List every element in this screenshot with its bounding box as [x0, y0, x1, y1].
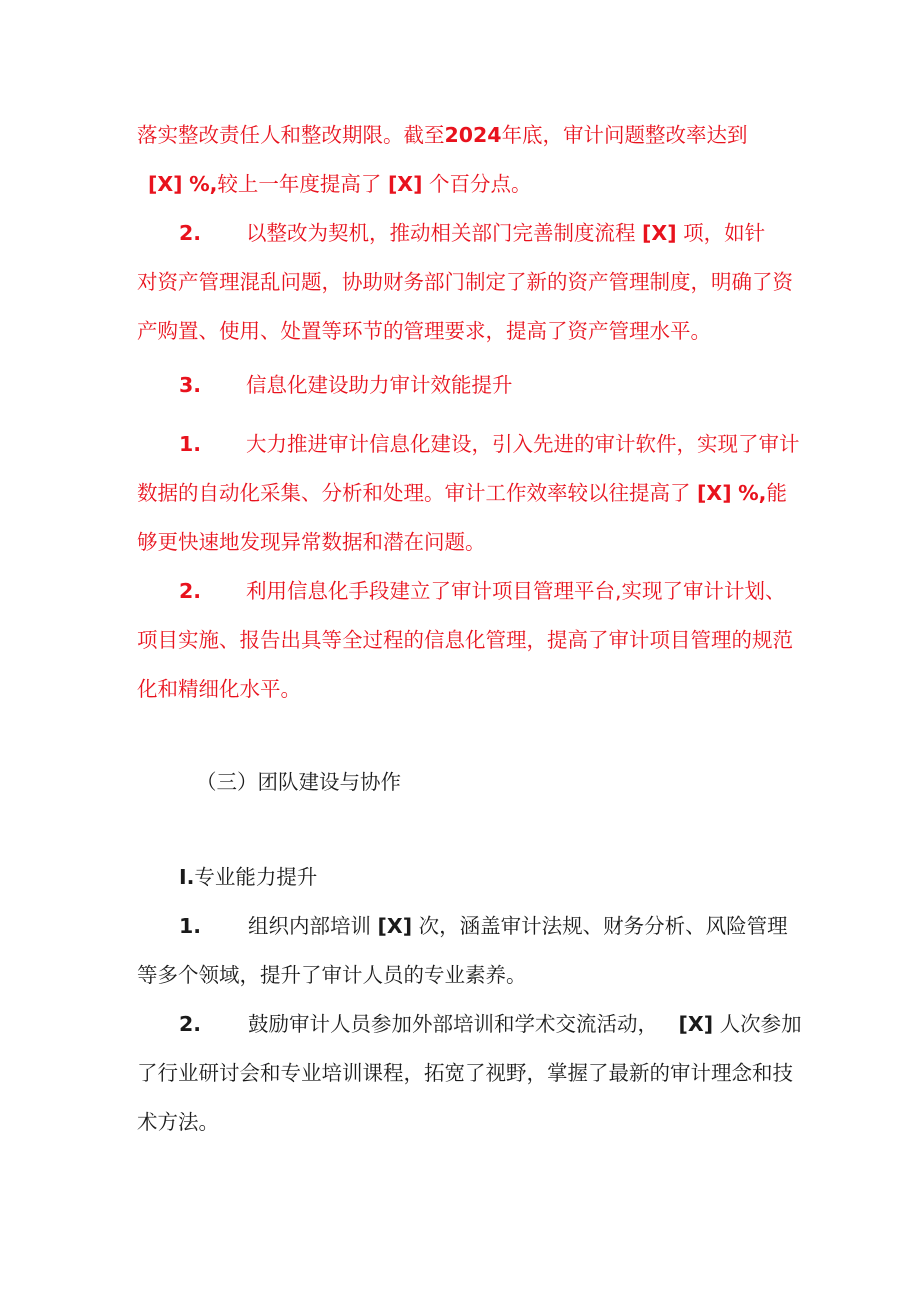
text-segment: 以整改为契机，推动相关部门完善制度流程: [246, 221, 636, 245]
text-segment: 落实整改责任人和整改期限。截至: [137, 123, 445, 147]
placeholder-value: [X]: [697, 481, 732, 505]
paragraph-line: 化和精细化水平。: [137, 677, 301, 701]
paragraph-line: [248, 1010, 802, 1038]
paragraph-line: 等多个领域，提升了审计人员的专业素养。: [137, 963, 527, 987]
text-segment: 次，涵盖审计法规、财务分析、风险管理: [418, 914, 788, 938]
paragraph-line: 术方法。: [137, 1110, 219, 1134]
section-heading: 信息化建设助力审计效能提升: [246, 373, 513, 397]
list-number: 1.: [179, 914, 202, 938]
list-number: 1.: [179, 432, 202, 456]
text-segment: 项，如针: [683, 221, 766, 245]
placeholder-value: [X]: [377, 914, 413, 938]
sub-heading-number: I.: [179, 865, 195, 889]
paragraph-line: 项目实施、报告出具等全过程的信息化管理，提高了审计项目管理的规范: [137, 628, 793, 652]
paragraph-line: [148, 170, 532, 198]
text-segment: 能: [766, 481, 787, 505]
text-segment: 数据的自动化采集、分析和处理。审计工作效率较以往提高了: [137, 481, 691, 505]
paragraph-line: 够更快速地发现异常数据和潜在问题。: [137, 530, 486, 554]
paragraph-line: 产购置、使用、处置等环节的管理要求，提高了资产管理水平。: [137, 319, 711, 343]
placeholder-value: [X]: [678, 1012, 714, 1036]
list-number: 2.: [179, 1012, 202, 1036]
text-segment: 较上一年度提高了: [217, 172, 382, 196]
placeholder-value: [X]: [387, 172, 423, 196]
percent-sign: %,: [738, 481, 767, 505]
paragraph-line: 利用信息化手段建立了审计项目管理平台,实现了审计计划、: [246, 579, 786, 603]
text-segment: 年底，审计问题整改率达到: [501, 123, 748, 147]
paragraph-line: [248, 912, 788, 940]
text-segment: 鼓励审计人员参加外部培训和学术交流活动，: [248, 1012, 658, 1036]
section-heading: （三）团队建设与协作: [196, 770, 401, 794]
text-segment: 人次参加: [719, 1012, 802, 1036]
paragraph-line: [137, 121, 748, 149]
year-value: 2024: [444, 123, 502, 147]
sub-heading-text: 专业能力提升: [194, 865, 318, 889]
paragraph-line: 大力推进审计信息化建设，引入先进的审计软件，实现了审计: [246, 432, 800, 456]
text-segment: 个百分点。: [429, 172, 532, 196]
section-heading-number: 3.: [179, 373, 202, 397]
text-segment: 组织内部培训: [248, 914, 371, 938]
sub-heading: [179, 863, 317, 891]
paragraph-line: 了行业研讨会和专业培训课程，拓宽了视野，掌握了最新的审计理念和技: [137, 1061, 793, 1085]
percent-sign: %,: [189, 172, 218, 196]
paragraph-line: [246, 219, 765, 247]
paragraph-line: [137, 479, 787, 507]
list-number: 2.: [179, 221, 202, 245]
list-number: 2.: [179, 579, 202, 603]
paragraph-line: 对资产管理混乱问题，协助财务部门制定了新的资产管理制度，明确了资: [137, 270, 793, 294]
placeholder-value: [X]: [642, 221, 677, 245]
placeholder-value: [X]: [148, 172, 183, 196]
